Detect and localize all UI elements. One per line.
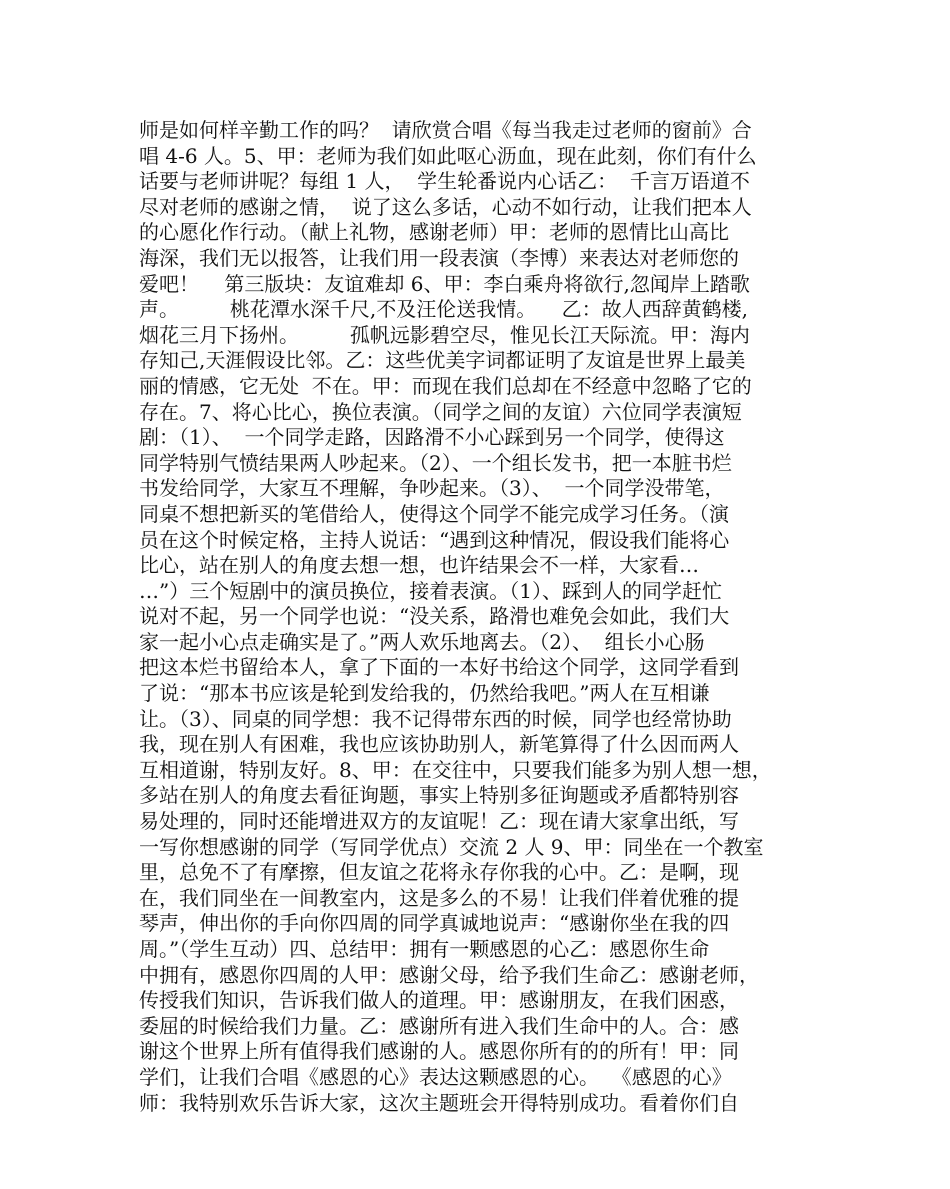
- text-line: 爱吧！ 第三版块：友谊难却 6、甲：李白乘舟将欲行,忽闻岸上踏歌: [139, 271, 750, 296]
- document-body: [139, 118, 829, 1116]
- text-line: 存知己,天涯假设比邻。乙：这些优美字词都证明了友谊是世界上最美: [139, 348, 746, 373]
- text-line: 唱 4-6 人。5、甲：老师为我们如此呕心沥血，现在此刻，你们有什么: [139, 143, 757, 168]
- text-line: 同桌不想把新买的笔借给人，使得这个同学不能完成学习任务。（演: [139, 501, 729, 526]
- text-line: …”）三个短剧中的演员换位，接着表演。（1）、踩到人的同学赶忙: [139, 578, 722, 603]
- text-line: 比心，站在别人的角度去想一想，也许结果会不一样，大家看…: [139, 553, 699, 578]
- text-line: 家一起小心点走确实是了。”两人欢乐地离去。（2）、 组长小心肠: [139, 629, 705, 654]
- text-line: 员在这个时候定格，主持人说话：“遇到这种情况，假设我们能将心: [139, 527, 730, 552]
- text-line: 尽对老师的感谢之情， 说了这么多话，心动不如行动，让我们把本人: [139, 194, 752, 219]
- text-line: 烟花三月下扬州。 孤帆远影碧空尽，惟见长江天际流。甲：海内: [139, 322, 750, 347]
- text-line: 中拥有，感恩你四周的人甲：感谢父母，给予我们生命乙：感谢老师，: [139, 962, 759, 987]
- text-line: 海深，我们无以报答，让我们用一段表演（李博）来表达对老师您的: [139, 245, 739, 270]
- text-line: 委屈的时候给我们力量。乙：感谢所有进入我们生命中的人。合：感: [139, 1013, 739, 1038]
- text-line: 把这本烂书留给本人，拿了下面的一本好书给这个同学，这同学看到: [139, 655, 739, 680]
- text-line: 让。（3）、同桌的同学想：我不记得带东西的时候，同学也经常协助: [139, 706, 732, 731]
- text-line: 话要与老师讲呢？每组 1 人， 学生轮番说内心话乙： 千言万语道不: [139, 169, 750, 194]
- text-line: 师：我特别欢乐告诉大家，这次主题班会开得特别成功。看着你们自: [139, 1090, 739, 1115]
- text-line: 传授我们知识，告诉我们做人的道理。甲：感谢朋友，在我们困惑，: [139, 988, 739, 1013]
- text-line: 的心愿化作行动。（献上礼物，感谢老师）甲：老师的恩情比山高比: [139, 220, 729, 245]
- text-line: 多站在别人的角度去看征询题，事实上特别多征询题或矛盾都特别容: [139, 783, 739, 808]
- text-line: 丽的情感，它无处 不在。甲：而现在我们总却在不经意中忽略了它的: [139, 373, 752, 398]
- text-line: 互相道谢，特别友好。8、甲：在交往中，只要我们能多为别人想一想，: [139, 757, 772, 782]
- text-line: 里，总免不了有摩擦，但友谊之花将永存你我的心中。乙：是啊，现: [139, 860, 739, 885]
- text-line: 周。”（学生互动）四、总结甲：拥有一颗感恩的心乙：感恩你生命: [139, 937, 710, 961]
- text-line: 了说：“那本书应该是轮到发给我的，仍然给我吧。”两人在互相谦: [139, 681, 710, 706]
- text-line: 说对不起，另一个同学也说：“没关系，路滑也难免会如此，我们大: [139, 604, 730, 629]
- text-line: 书发给同学，大家互不理解，争吵起来。（3）、 一个同学没带笔，: [139, 476, 725, 501]
- text-line: 剧：（1）、 一个同学走路，因路滑不小心踩到另一个同学，使得这: [139, 425, 725, 450]
- text-line: 琴声，伸出你的手向你四周的同学真诚地说声：“感谢你坐在我的四: [139, 911, 730, 936]
- text-line: 学们，让我们合唱《感恩的心》表达这颗感恩的心。 《感恩的心》: [139, 1064, 732, 1089]
- text-line: 易处理的，同时还能增进双方的友谊呢！乙：现在请大家拿出纸，写: [139, 809, 739, 834]
- text-line: 在，我们同坐在一间教室内，这是多么的不易！让我们伴着优雅的提: [139, 885, 739, 910]
- text-line: 师是如何样辛勤工作的吗？ 请欣赏合唱《每当我走过老师的窗前》合: [139, 118, 752, 142]
- text-line: 我，现在别人有困难，我也应该协助别人，新笔算得了什么因而两人: [139, 732, 739, 757]
- text-line: 声。 桃花潭水深千尺,不及汪伦送我情。 乙：故人西辞黄鹤楼,: [139, 297, 749, 322]
- text-line: 同学特别气愤结果两人吵起来。（2）、一个组长发书，把一本脏书烂: [139, 450, 732, 475]
- text-line: 存在。7、将心比心，换位表演。（同学之间的友谊）六位同学表演短: [139, 399, 742, 424]
- text-line: 谢这个世界上所有值得我们感谢的人。感恩你所有的的所有！甲：同: [139, 1039, 739, 1064]
- text-line: 一写你想感谢的同学（写同学优点）交流 2 人 9、甲：同坐在一个教室: [139, 834, 764, 859]
